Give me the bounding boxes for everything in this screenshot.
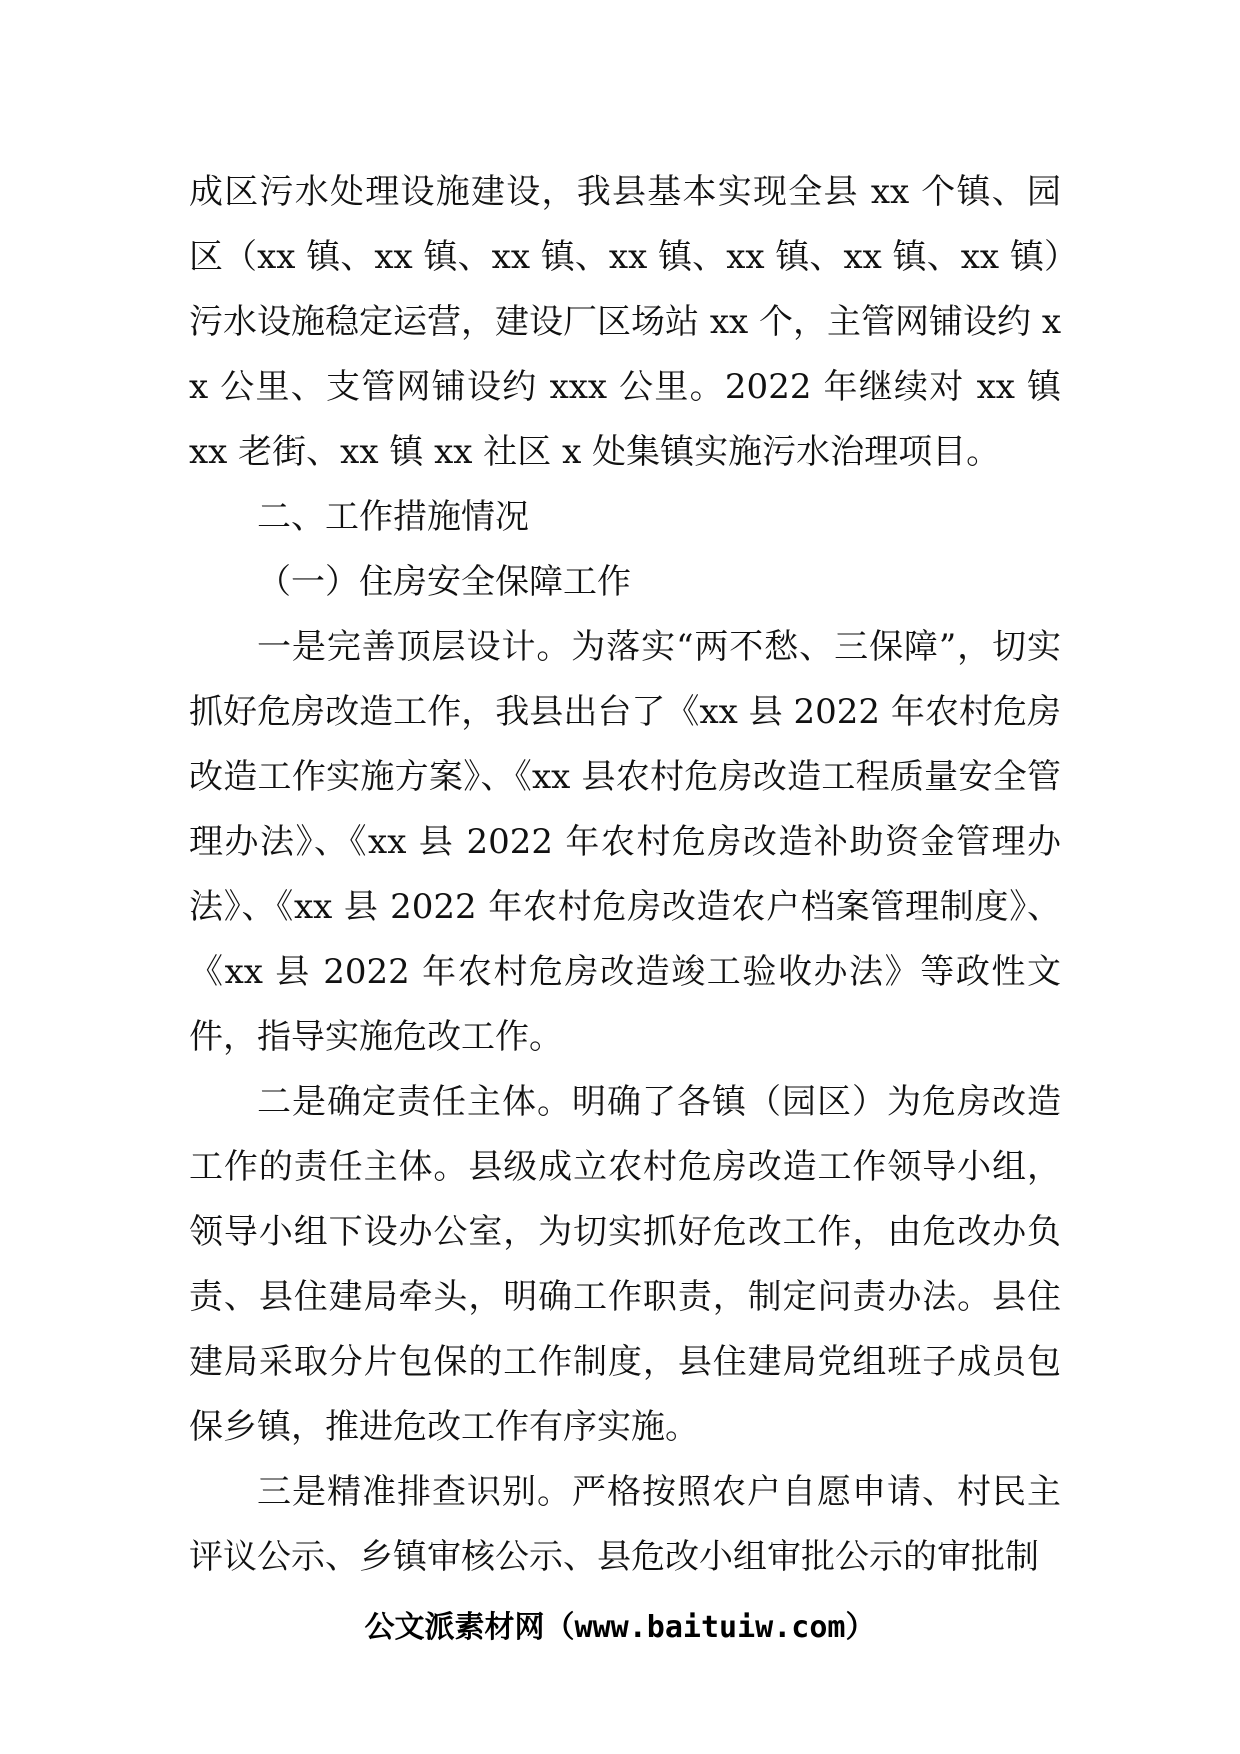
footer-site-name: 公文派素材网	[364, 1610, 545, 1645]
section-heading: 二、工作措施情况	[257, 497, 529, 537]
subsection-heading: （一）住房安全保障工作	[257, 562, 631, 602]
paragraph-responsibility: 二是确定责任主体。明确了各镇（园区）为危房改造工作的责任主体。县级成立农村危房改造工作领导小组，领导小组下设办公室，为切实抓好危改工作，由危改办负责、县住建局牵头，明确工作职责，制定问责办法。县住建局采取分片包保的工作制度，县住建局党组班子成员包保乡镇，推进危改工作有序实施。	[189, 1082, 1061, 1447]
paragraph-top-level-design: 一是完善顶层设计。为落实“两不愁、三保障”，切实抓好危房改造工作，我县出台了《xx 县 2022 年农村危房改造工作实施方案》、《xx 县农村危房改造工程质量安全管理办法》、《xx 县 2022 年农村危房改造补助资金管理办法》、《xx 县 2022 年农村危房改造农户档案管理制度》、《xx 县 2022 年农村危房改造竣工验收办法》等政性文件，指导实施危改工作。	[189, 627, 1061, 1057]
footer-url: （www.baituiw.com）	[544, 1610, 876, 1645]
page-footer	[0, 1608, 1240, 1648]
paragraph-identification: 三是精准排查识别。严格按照农户自愿申请、村民主评议公示、乡镇审核公示、县危改小组审批公示的审批制	[189, 1472, 1061, 1577]
document-body	[189, 160, 1061, 1590]
paragraph-continuation: 成区污水处理设施建设，我县基本实现全县 xx 个镇、园区（xx 镇、xx 镇、xx 镇、xx 镇、xx 镇、xx 镇、xx 镇）污水设施稳定运营，建设厂区场站 xx 个，主管网铺设约 xx 公里、支管网铺设约 xxx 公里。2022 年继续对 xx 镇 xx 老街、xx 镇 xx 社区 x 处集镇实施污水治理项目。	[189, 172, 1061, 472]
